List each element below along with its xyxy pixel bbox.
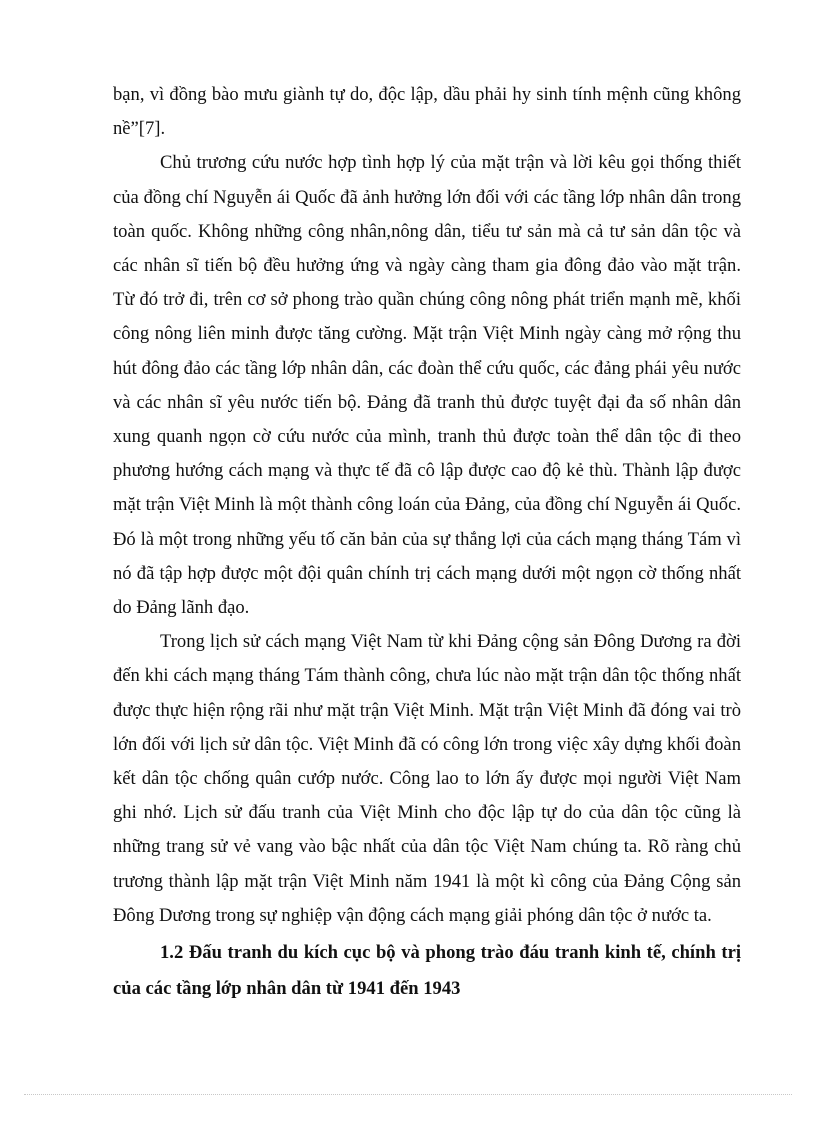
paragraph-viet-minh-influence: Chủ trương cứu nước hợp tình hợp lý của mặt trận và lời kêu gọi thống thiết của đồng chí Nguyễn ái Quốc đã ảnh hưởng lớn đối với các tầng lớp nhân dân trong toàn quốc. Không những công nhân,nông dân, tiểu tư sản mà cả tư sản dân tộc và các nhân sĩ tiến bộ đều hưởng ứng và ngày càng tham gia đông đảo vào mặt trận. Từ đó trở đi, trên cơ sở phong trào quần chúng công nông phát triển mạnh mẽ, khối công nông liên minh được tăng cường. Mặt trận Việt Minh ngày càng mở rộng thu hút đông đảo các tầng lớp nhân dân, các đoàn thể cứu quốc, các đảng phái yêu nước và các nhân sĩ yêu nước tiến bộ. Đảng đã tranh thủ được tuyệt đại đa số nhân dân xung quanh ngọn cờ cứu nước của mình, tranh thủ được toàn thể dân tộc đi theo phương hướng cách mạng và thực tế đã cô lập được cao độ kẻ thù. Thành lập được mặt trận Việt Minh là một thành công loán của Đảng, của đồng chí Nguyễn ái Quốc. Đó là một trong những yếu tố căn bản của sự thắng lợi của cách mạng tháng Tám vì nó đã tập hợp được một đội quân chính trị cách mạng dưới một ngọn cờ thống nhất do Đảng lãnh đạo. xyxy=(113,152,741,619)
document-page xyxy=(113,78,741,1007)
paragraph-viet-minh-history: Trong lịch sử cách mạng Việt Nam từ khi Đảng cộng sản Đông Dương ra đời đến khi cách mạng tháng Tám thành công, chưa lúc nào mặt trận dân tộc thống nhất được thực hiện rộng rãi như mặt trận Việt Minh. Mặt trận Việt Minh đã đóng vai trò lớn đối với lịch sử dân tộc. Việt Minh đã có công lớn trong việc xây dựng khối đoàn kết dân tộc chống quân cướp nước. Công lao to lớn ấy được mọi người Việt Nam ghi nhớ. Lịch sử đấu tranh của Việt Minh cho độc lập tự do của dân tộc cũng là những trang sử vẻ vang vào bậc nhất của dân tộc Việt Nam chúng ta. Rõ ràng chủ trương thành lập mặt trận Việt Minh năm 1941 là một kì công của Đảng Cộng sản Đông Dương trong sự nghiệp vận động cách mạng giải phóng dân tộc ở nước ta. xyxy=(113,631,741,926)
page-bottom-divider xyxy=(24,1094,792,1095)
paragraph-continuation: bạn, vì đồng bào mưu giành tự do, độc lập, dầu phải hy sinh tính mệnh cũng không nề”[7]. xyxy=(113,84,741,140)
section-heading: 1.2 Đấu tranh du kích cục bộ và phong trào đáu tranh kinh tế, chính trị của các tầng lớp nhân dân từ 1941 đến 1943 xyxy=(113,942,741,1000)
